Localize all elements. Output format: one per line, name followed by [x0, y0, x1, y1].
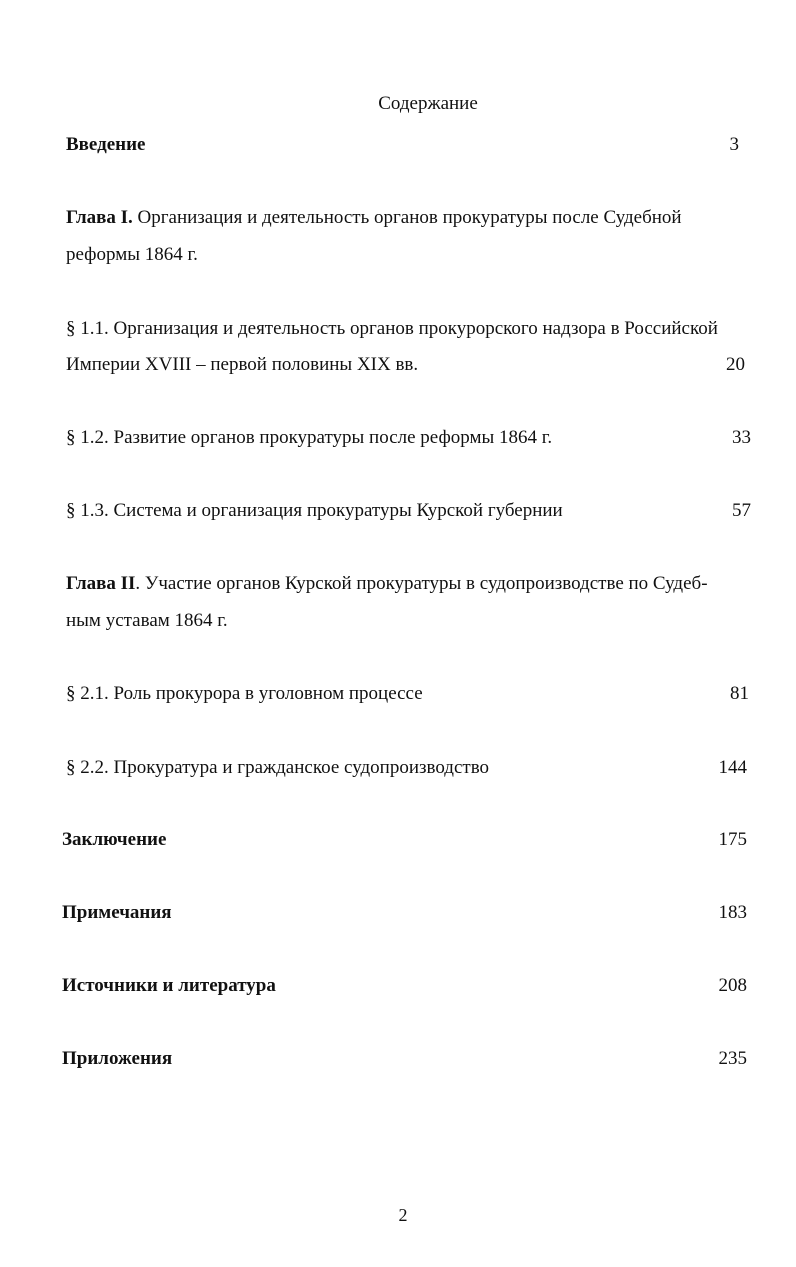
toc-section-2-2-label: § 2.2. Прокуратура и гражданское судопроизводство	[66, 757, 490, 778]
toc-chapter1-line2: реформы 1864 г.	[66, 244, 198, 265]
toc-section-1-3-page: 57	[732, 500, 751, 521]
toc-sources-label: Источники и литература	[62, 975, 276, 996]
toc-chapter2-title: . Участие органов Курской прокуратуры в судопроизводстве по Судеб-	[135, 573, 708, 594]
toc-chapter2-line2: ным уставам 1864 г.	[66, 610, 228, 631]
toc-conclusion-label: Заключение	[62, 829, 167, 850]
toc-intro-page: 3	[729, 134, 739, 155]
toc-section-1-2-label: § 1.2. Развитие органов прокуратуры после реформы 1864 г.	[66, 427, 553, 448]
toc-section-2-2-page: 144	[718, 757, 747, 778]
toc-section-2-1-label: § 2.1. Роль прокурора в уголовном процессе	[66, 683, 423, 704]
toc-conclusion-page: 175	[718, 829, 747, 850]
toc-chapter1-prefix: Глава I.	[66, 207, 133, 228]
toc-section-1-1-line2: Империи XVIII – первой половины XIX вв.	[66, 354, 419, 375]
toc-sources-page: 208	[718, 975, 747, 996]
toc-notes-page: 183	[718, 902, 747, 923]
toc-section-1-1-page: 20	[726, 354, 745, 375]
toc-title: Содержание	[378, 93, 478, 114]
toc-appendix-page: 235	[718, 1048, 747, 1069]
toc-section-1-1-line1: § 1.1. Организация и деятельность органов прокурорского надзора в Российской	[66, 318, 718, 339]
toc-notes-label: Примечания	[62, 902, 172, 923]
toc-chapter2-prefix: Глава II	[66, 573, 136, 594]
toc-intro-label: Введение	[66, 134, 146, 155]
toc-chapter1-title: Организация и деятельность органов прокуратуры после Судебной	[132, 207, 682, 228]
toc-chapter2-line1	[66, 571, 708, 597]
toc-chapter1-line1	[66, 205, 682, 231]
toc-section-2-1-page: 81	[730, 683, 749, 704]
toc-section-1-3-label: § 1.3. Система и организация прокуратуры Курской губернии	[66, 500, 563, 521]
toc-appendix-label: Приложения	[62, 1048, 173, 1069]
page-number: 2	[398, 1205, 408, 1225]
toc-section-1-2-page: 33	[732, 427, 751, 448]
